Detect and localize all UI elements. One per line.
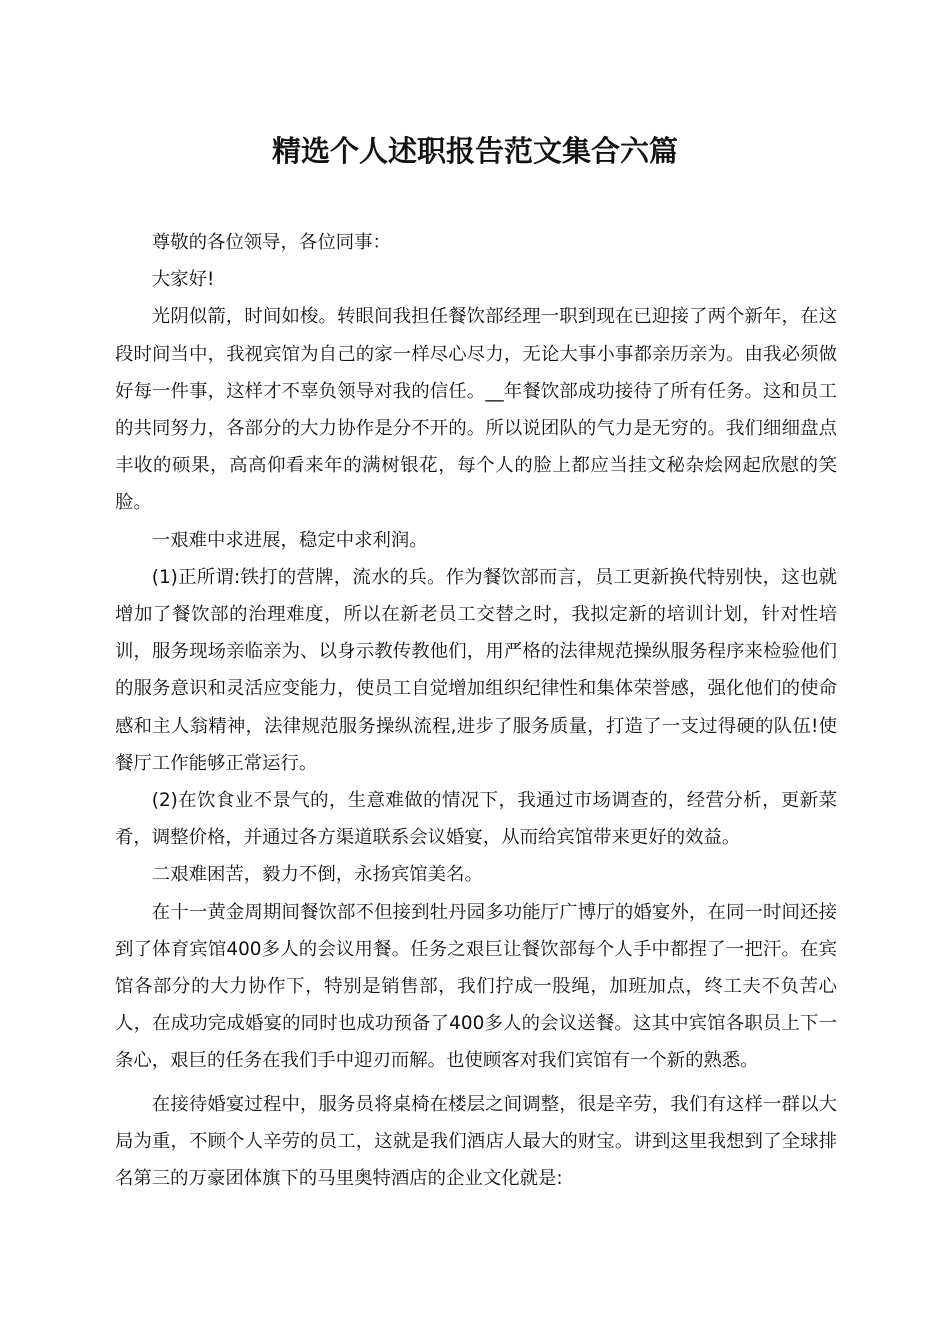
section-heading-1: 一艰难中求进展，稳定中求利润。 [151, 529, 428, 551]
greeting: 大家好! [151, 269, 215, 291]
document-body [115, 224, 837, 1197]
body-paragraph: 在十一黄金周期间餐饮部不但接到牡丹园多功能厅广博厅的婚宴外，在同一时间还接到了体育宾馆400多人的会议用餐。任务之艰巨让餐饮部每个人手中都捏了一把汗。在宾馆各部分的大力协作下，特别是销售部，我们拧成一股绳，加班加点，终工夫不负苦心人，在成功完成婚宴的同时也成功预备了400多人的会议送餐。这其中宾馆各职员上下一条心，艰巨的任务在我们手中迎刃而解。也使顾客对我们宾馆有一个新的熟悉。 [115, 901, 837, 1072]
body-paragraph: (1)正所谓:铁打的营牌，流水的兵。作为餐饮部而言，员工更新换代特别快，这也就增加了餐饮部的治理难度，所以在新老员工交替之时，我拟定新的培训计划，针对性培训，服务现场亲临亲为、以身示教传教他们，用严格的法律规范操纵服务程序来检验他们的服务意识和灵活应变能力，使员工自觉增加组织纪律性和集体荣誉感，强化他们的使命感和主人翁精神，法律规范服务操纵流程,进步了服务质量，打造了一支过得硬的队伍!使餐厅工作能够正常运行。 [115, 566, 837, 774]
section-heading-2: 二艰难困苦，毅力不倒，永扬宾馆美名。 [151, 864, 483, 886]
body-paragraph: 光阴似箭，时间如梭。转眼间我担任餐饮部经理一职到现在已迎接了两个新年，在这段时间当中，我视宾馆为自己的家一样尽心尽力，无论大事小事都亲历亲为。由我必须做好每一件事，这样才不辜负领导对我的信任。__年餐饮部成功接待了所有任务。这和员工的共同努力，各部分的大力协作是分不开的。所以说团队的气力是无穷的。我们细细盘点丰收的硕果，高高仰看来年的满树银花，每个人的脸上都应当挂文秘杂烩网起欣慰的笑脸。 [115, 306, 837, 514]
body-paragraph: (2)在饮食业不景气的，生意难做的情况下，我通过市场调查的，经营分析，更新菜肴，调整价格，并通过各方渠道联系会议婚宴，从而给宾馆带来更好的效益。 [115, 790, 837, 849]
salutation: 尊敬的各位领导，各位同事： [151, 232, 391, 253]
document-title: 精选个人述职报告范文集合六篇 [271, 134, 678, 168]
body-paragraph: 在接待婚宴过程中，服务员将桌椅在楼层之间调整，很是辛劳，我们有这样一群以大局为重，不顾个人辛劳的员工，这就是我们酒店人最大的财宝。讲到这里我想到了全球排名第三的万豪团体旗下的马里奥特酒店的企业文化就是: [115, 1093, 837, 1190]
